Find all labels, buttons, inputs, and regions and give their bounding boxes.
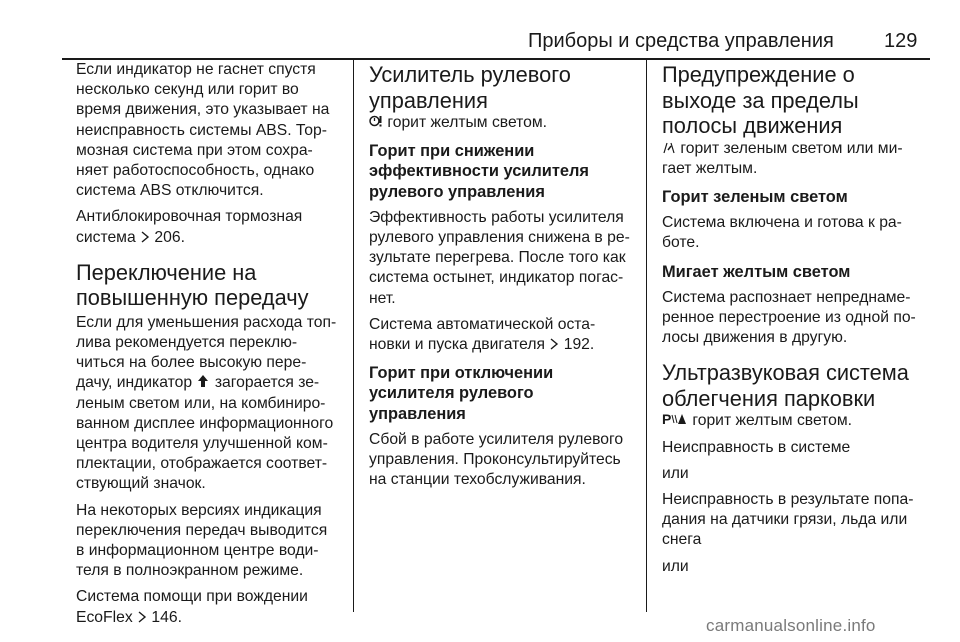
paragraph-lane-status: горит зеленым светом или ми- гает желтым. — [662, 139, 903, 177]
footer-watermark: carmanualsonline.info — [706, 616, 876, 635]
section-heading-upshift: Переключение на повышенную передачу — [76, 259, 309, 311]
column-2 — [369, 60, 641, 490]
paragraph-overheat: Эффективность работы усилителя рулевого управления снижена в ре- зультате перегрева. После того как система остынет, индикатор погас- нет. — [369, 208, 630, 307]
subheading-steering-off: Горит при отключении усилителя рулевого управления — [369, 364, 554, 423]
page-number: 129 — [884, 30, 918, 52]
column-divider-1 — [353, 60, 354, 612]
paragraph-lane-detect: Система распознает непреднаме- ренное перестроение из одной по- лосы движения в другую. — [662, 288, 916, 347]
column-3 — [662, 60, 934, 577]
page-reference[interactable]: 192. — [563, 336, 595, 354]
section-heading-parking-assist: Ультразвуковая система облегчения парковки — [662, 360, 909, 411]
paragraph-abs: Если индикатор не гаснет спустя несколько секунд или горит во время движения, это указывает на неисправность системы ABS. Тор- мозная система при этом сохра- няет работоспособность, однако система ABS отключится. — [76, 61, 330, 200]
page-header-title: Приборы и средства управления — [528, 30, 834, 52]
svg-text:P: P — [662, 412, 672, 427]
subheading-reduced-efficiency: Горит при снижении эффективности усилителя рулевого управления — [369, 142, 589, 201]
cross-reference-icon — [137, 611, 147, 623]
paragraph-or: или — [662, 557, 689, 575]
paragraph-start-stop: Система автоматической оста- новки и пуска двигателя 192. — [369, 315, 596, 354]
paragraph-abs-ref: Антиблокировочная тормозная система 206. — [76, 208, 303, 246]
paragraph-parking-fault: Неисправность в системе — [662, 438, 851, 456]
paragraph-steering-failure: Сбой в работе усилителя рулевого управления. Проконсультируйтесь на станции техобслуживания. — [369, 430, 624, 489]
paragraph-or: или — [662, 464, 689, 482]
subheading-lit-green: Горит зеленым светом — [662, 187, 848, 206]
cross-reference-icon — [549, 338, 559, 350]
section-heading-lane-departure: Предупреждение о выходе за пределы полосы движения — [662, 62, 859, 138]
power-steering-warning-icon — [369, 114, 383, 128]
paragraph-lane-ready: Система включена и готова к ра- боте. — [662, 214, 902, 252]
paragraph-parking-dirt: Неисправность в результате попа- дания на датчики грязи, льда или снега — [662, 490, 914, 549]
page-reference[interactable]: 146. — [151, 608, 182, 626]
paragraph-steering-status: горит желтым светом. — [369, 113, 641, 133]
lane-departure-warning-icon — [662, 140, 676, 154]
gear-shift-indicator-icon — [196, 374, 210, 388]
parking-assist-icon — [662, 412, 688, 426]
cross-reference-icon — [140, 231, 150, 243]
paragraph-upshift-versions: На некоторых версиях индикация переключения передач выводится в информационном центре води- теля в полноэкранном режиме. — [76, 501, 328, 580]
section-heading-power-steering: Усилитель рулевого управления — [369, 62, 571, 113]
paragraph-parking-status: P горит желтым светом. — [662, 412, 853, 430]
column-1 — [76, 60, 348, 628]
paragraph-upshift: Если для уменьшения расхода топ- лива рекомендуется переклю- читься на более высокую пере- дачу, индикатор загорается зе- леным светом или, на комбиниро- ванном дисплее информационного центра водителя улучшенной ком- плектации, отображается соответ- ствующий значок. — [76, 313, 337, 493]
column-divider-2 — [646, 60, 647, 612]
page-reference[interactable]: 206. — [154, 228, 185, 246]
subheading-flashes-yellow: Мигает желтым светом — [662, 262, 851, 281]
paragraph-ecoflex: Система помощи при вождении EcoFlex 146. — [76, 588, 308, 626]
